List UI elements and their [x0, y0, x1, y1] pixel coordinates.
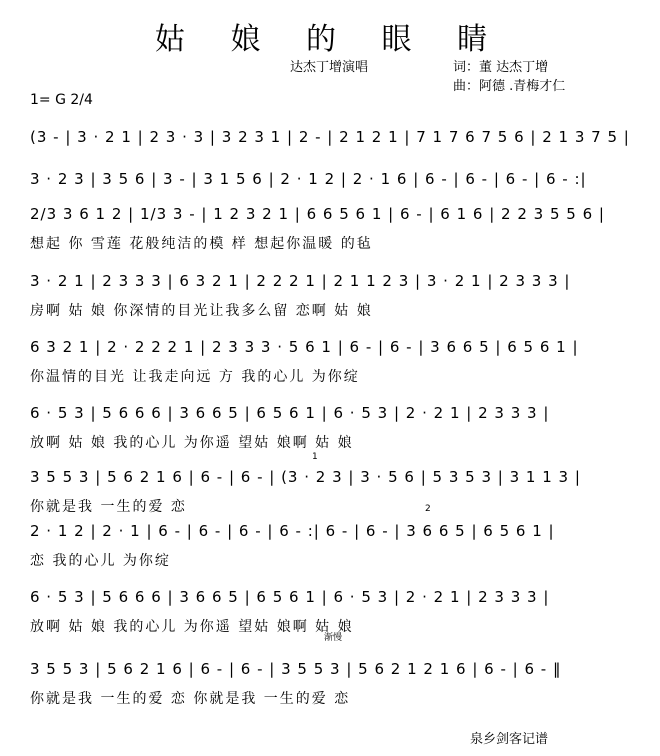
volta-1-mark: 1 — [312, 452, 318, 462]
lyric-line: 放啊 姑 娘 我的心儿 为你遥 望姑 娘啊 姑 娘 — [30, 619, 354, 635]
lyric-line: 你就是我 一生的爱 恋 — [30, 499, 187, 515]
lyricist: 词：董 达杰丁增 — [453, 60, 549, 75]
lyric-line: 你温情的目光 让我走向远 方 我的心儿 为你绽 — [30, 369, 360, 385]
notation-line: 3 5 5 3 | 5 6 2 1 6 | 6 - | 6 - | 3 5 5 3 | 5 6 2 1 2 1 6 | 6 - | 6 - ‖ — [30, 660, 562, 678]
lyric-line: 恋 我的心儿 为你绽 — [30, 553, 171, 569]
volta-2-mark: 2 — [425, 504, 431, 514]
notation-line: 3 · 2 1 | 2 3 3 3 | 6 3 2 1 | 2 2 2 1 | 2 1 1 2 3 | 3 · 2 1 | 2 3 3 3 | — [30, 272, 571, 290]
notation-line: 2/3 3 6 1 2 | 1/3 3 - | 1 2 3 2 1 | 6 6 5 6 1 | 6 - | 6 1 6 | 2 2 3 5 5 6 | — [30, 205, 605, 223]
lyric-line: 想起 你 雪莲 花般纯洁的模 样 想起你温暖 的毡 — [30, 236, 373, 252]
notation-line: 3 5 5 3 | 5 6 2 1 6 | 6 - | 6 - | (3 · 2 3 | 3 · 5 6 | 5 3 5 3 | 3 1 1 3 | — [30, 468, 581, 486]
notation-line: 2 · 1 2 | 2 · 1 | 6 - | 6 - | 6 - | 6 - :| 6 - | 6 - | 3 6 6 5 | 6 5 6 1 | — [30, 522, 555, 540]
transcriber-signature: 泉乡剑客记谱 — [470, 732, 549, 747]
notation-line: 6 3 2 1 | 2 · 2 2 2 1 | 2 3 3 3 · 5 6 1 | 6 - | 6 - | 3 6 6 5 | 6 5 6 1 | — [30, 338, 579, 356]
lyric-line: 房啊 姑 娘 你深情的目光让我多么留 恋啊 姑 娘 — [30, 303, 373, 319]
ritardando-mark: 渐慢 — [324, 633, 343, 643]
key-signature: 1= G 2/4 — [30, 92, 93, 108]
notation-line: (3 - | 3 · 2 1 | 2 3 · 3 | 3 2 3 1 | 2 - | 2 1 2 1 | 7 1 7 6 7 5 6 | 2 1 3 7 5 | — [30, 128, 630, 146]
notation-line: 6 · 5 3 | 5 6 6 6 | 3 6 6 5 | 6 5 6 1 | 6 · 5 3 | 2 · 2 1 | 2 3 3 3 | — [30, 404, 550, 422]
lyric-line: 放啊 姑 娘 我的心儿 为你遥 望姑 娘啊 姑 娘 — [30, 435, 354, 451]
lyric-line: 你就是我 一生的爱 恋 你就是我 一生的爱 恋 — [30, 691, 351, 707]
notation-line: 6 · 5 3 | 5 6 6 6 | 3 6 6 5 | 6 5 6 1 | 6 · 5 3 | 2 · 2 1 | 2 3 3 3 | — [30, 588, 550, 606]
composer: 曲：阿德 .青梅才仁 — [453, 79, 566, 94]
notation-line: 3 · 2 3 | 3 5 6 | 3 - | 3 1 5 6 | 2 · 1 2 | 2 · 1 6 | 6 - | 6 - | 6 - | 6 - :| — [30, 170, 587, 188]
singer: 达杰丁增演唱 — [290, 60, 369, 75]
song-title: 姑 娘 的 眼 睛 — [154, 22, 506, 57]
